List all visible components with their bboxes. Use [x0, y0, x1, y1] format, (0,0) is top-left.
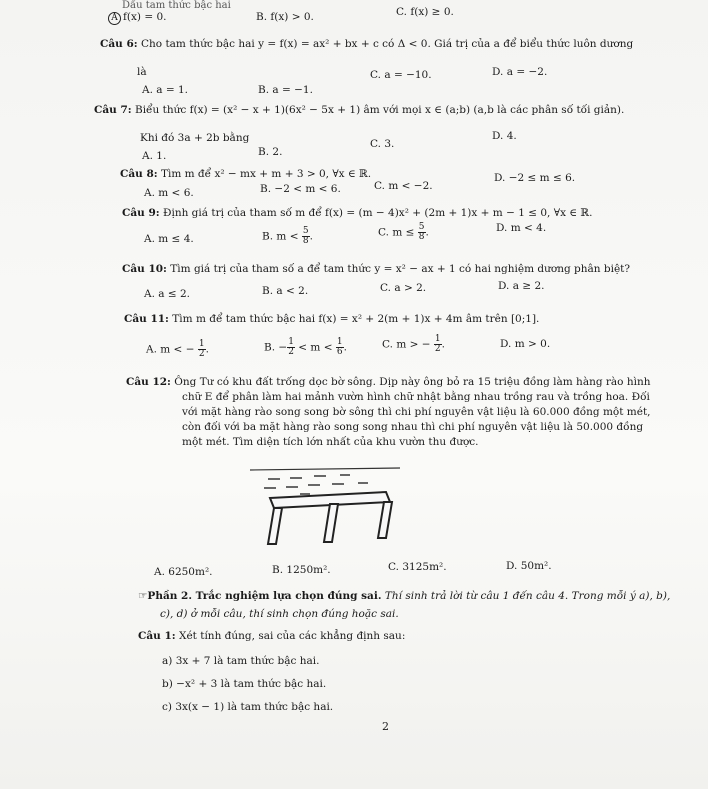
riverbank-line	[250, 468, 400, 470]
question-6-option-c: C. a = −10.	[370, 69, 432, 81]
question-9-option-d: D. m < 4.	[496, 222, 547, 234]
part2-item-c: c) 3x(x − 1) là tam thức bậc hai.	[162, 701, 334, 713]
question-11-option-d: D. m > 0.	[500, 338, 551, 350]
header-title: Dấu tam thức bậc hai	[122, 0, 231, 11]
question-11-option-b: B. − $\frac{1}{2}$ < m < $\frac{1}{6}$ .	[264, 337, 347, 357]
part2-instruction: c), d) ở mỗi câu, thí sinh chọn đúng hoặc sai.	[160, 608, 399, 620]
hand-pointer-icon: ☞	[138, 590, 148, 602]
question-12-option-a: A. 6250m².	[154, 566, 213, 578]
question-7-stem: Câu 7: Biểu thức f(x) = (x² − x + 1)(6x² − 5x + 1) âm với mọi x ∈ (a;b) (a,b là các phân số tối giản).	[94, 104, 625, 116]
question-8-stem: Câu 8: Tìm m để x² − mx + m + 3 > 0, ∀x ∈ ℝ.	[120, 168, 372, 180]
part2-question-1: Câu 1: Xét tính đúng, sai của các khẳng định sau:	[138, 630, 406, 642]
question-11-stem: Câu 11: Tìm m để tam thức bậc hai f(x) = x² + 2(m + 1)x + 4m âm trên [0;1].	[124, 313, 540, 325]
question-11-option-c: C. m > − $\frac{1}{2}$ .	[382, 334, 445, 354]
fence-e-diagram	[250, 462, 400, 554]
question-8-option-c: C. m < −2.	[374, 180, 433, 192]
question-10-option-c: C. a > 2.	[380, 282, 427, 294]
question-6-option-d: D. a = −2.	[492, 66, 548, 78]
question-6-stem2: là	[137, 66, 147, 78]
question-6-option-a: A. a = 1.	[142, 84, 189, 96]
question-9-option-c: C. m ≤ $\frac{5}{8}$ .	[378, 222, 429, 242]
question-8-option-d: D. −2 ≤ m ≤ 6.	[494, 172, 576, 184]
question-7-option-a: A. 1.	[142, 150, 167, 162]
page-number: 2	[382, 720, 389, 733]
question-12-text: Câu 12: Ông Tư có khu đất trống dọc bờ sông. Dịp này ông bỏ ra 15 triệu đồng làm hàng rào hình chữ E để phân làm hai mảnh vườn hình chữ nhật bằng nhau trồng rau và trồng hoa. Đối với mặt hàng rào song song bờ sông thì chi phí nguyên vật liệu là 60.000 đồng một mét, còn đối với ba mặt hàng rào song song nhau thì chi phí nguyên vật liệu là 50.000 đồng một mét. Tìm diện tích lớn nhất của khu vườn thu được.	[126, 376, 651, 448]
part2-heading: ☞Phần 2. Trắc nghiệm lựa chọn đúng sai. Thí sinh trả lời từ câu 1 đến câu 4. Trong mỗi ý a), b),	[138, 590, 671, 602]
question-10-option-b: B. a < 2.	[262, 285, 309, 297]
part2-item-a: a) 3x + 7 là tam thức bậc hai.	[162, 655, 320, 667]
question-7-option-c: C. 3.	[370, 138, 395, 150]
river-wave-marks	[264, 475, 368, 494]
question-10-option-a: A. a ≤ 2.	[144, 288, 191, 300]
question-12-option-d: D. 50m².	[506, 560, 552, 572]
question-8-option-b: B. −2 < m < 6.	[260, 183, 341, 195]
header-option-c: C. f(x) ≥ 0.	[396, 6, 454, 18]
question-9-option-a: A. m ≤ 4.	[144, 233, 194, 245]
header-option-a: A f(x) = 0.	[108, 11, 167, 25]
question-12-option-b: B. 1250m².	[272, 564, 331, 576]
question-6-stem: Câu 6: Cho tam thức bậc hai y = f(x) = ax² + bx + c có Δ < 0. Giá trị của a để biểu thức luôn dương	[100, 38, 634, 50]
fence-e-shape	[268, 492, 392, 544]
question-9-stem: Câu 9: Định giá trị của tham số m để f(x) = (m − 4)x² + (2m + 1)x + m − 1 ≤ 0, ∀x ∈ ℝ.	[122, 207, 593, 219]
question-10-option-d: D. a ≥ 2.	[498, 280, 545, 292]
question-7-option-d: D. 4.	[492, 130, 517, 142]
question-10-stem: Câu 10: Tìm giá trị của tham số a để tam thức y = x² − ax + 1 có hai nghiệm dương phân biệt?	[122, 263, 631, 275]
question-6-option-b: B. a = −1.	[258, 84, 313, 96]
question-7-stem2: Khi đó 3a + 2b bằng	[140, 132, 250, 144]
question-12-option-c: C. 3125m².	[388, 561, 447, 573]
part2-item-b: b) −x² + 3 là tam thức bậc hai.	[162, 678, 327, 690]
question-7-option-b: B. 2.	[258, 146, 283, 158]
question-8-option-a: A. m < 6.	[144, 187, 194, 199]
question-11-option-a: A. m < − $\frac{1}{2}$ .	[146, 339, 209, 359]
header-option-b: B. f(x) > 0.	[256, 11, 314, 23]
question-9-option-b: B. m < $\frac{5}{8}$ .	[262, 226, 313, 246]
